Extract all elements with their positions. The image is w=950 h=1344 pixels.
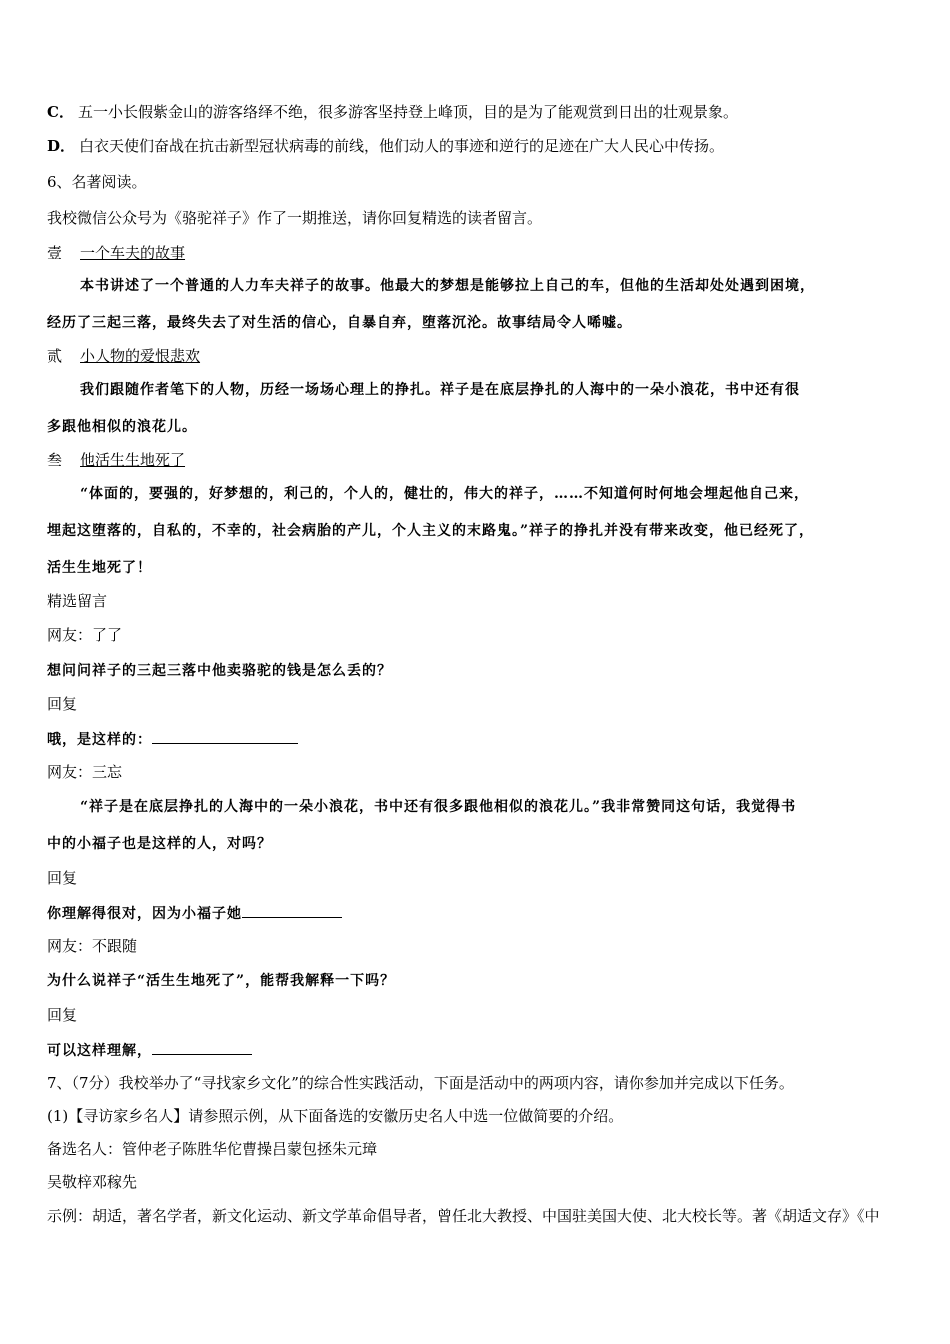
option-d-text: 白衣天使们奋战在抗击新型冠状病毒的前线，他们动人的事迹和逆行的足迹在广大人民心中传扬。: [79, 137, 725, 155]
section-2-para-2: 多跟他相似的浪花儿。: [47, 419, 197, 435]
featured-comments-label: 精选留言: [47, 592, 108, 610]
q7-title: 7、（7分）我校举办了“寻找家乡文化”的综合性实践活动，下面是活动中的两项内容，请你参加并完成以下任务。: [47, 1074, 794, 1092]
comment-2-answer: [47, 903, 342, 924]
section-3-title: 他活生生地死了: [80, 451, 186, 469]
section-2-title: 小人物的爱恨悲欢: [80, 347, 201, 365]
q7-example: 示例：胡适，著名学者，新文化运动、新文学革命倡导者，曾任北大教授、中国驻美国大使、北大校长等。著《胡适文存》《中: [47, 1207, 880, 1225]
comment-1-reply-label: 回复: [47, 695, 78, 713]
comment-3-answer-text: 可以这样理解，: [47, 1043, 152, 1059]
comment-2-question-1: “祥子是在底层挣扎的人海中的一朵小浪花，书中还有很多跟他相似的浪花儿。”我非常赞同这句话，我觉得书: [80, 799, 797, 815]
section-3-para-3: 活生生地死了！: [47, 560, 152, 576]
q7-task-1: (1)【寻访家乡名人】请参照示例，从下面备选的安徽历史名人中选一位做简要的介绍。: [47, 1107, 624, 1125]
option-d: [47, 136, 724, 156]
section-1-heading: [47, 243, 185, 263]
section-3-para-1: “体面的，要强的，好梦想的，利己的，个人的，健壮的，伟大的祥子，……不知道何时何地会埋起他自己来，: [80, 486, 810, 502]
comment-3-question: 为什么说祥子“活生生地死了”，能帮我解释一下吗？: [47, 973, 396, 989]
q7-candidates-2: 吴敬梓邓稼先: [47, 1173, 138, 1191]
comment-1-question: 想问问祥子的三起三落中他卖骆驼的钱是怎么丢的？: [47, 663, 392, 679]
comment-1-answer-text: 哦，是这样的：: [47, 732, 152, 748]
q6-title: 6、名著阅读。: [47, 173, 147, 191]
section-1-num: 壹: [47, 244, 63, 262]
option-d-letter: D．: [47, 137, 76, 155]
comment-3-answer: [47, 1040, 252, 1061]
answer-blank-2[interactable]: [242, 903, 342, 918]
comment-1-user: 网友：了了: [47, 626, 123, 644]
comment-2-answer-text: 你理解得很对，因为小福子她: [47, 906, 242, 922]
q6-intro: 我校微信公众号为《骆驼祥子》作了一期推送，请你回复精选的读者留言。: [47, 209, 543, 227]
section-3-num: 叁: [47, 451, 63, 469]
section-2-para-1: 我们跟随作者笔下的人物，历经一场场心理上的挣扎。祥子是在底层挣扎的人海中的一朵小浪花，书中还有很: [80, 382, 800, 398]
comment-1-answer: [47, 729, 298, 750]
option-c-letter: C．: [47, 103, 74, 121]
comment-2-reply-label: 回复: [47, 869, 78, 887]
comment-3-reply-label: 回复: [47, 1006, 78, 1024]
section-2-heading: [47, 346, 200, 366]
comment-2-user: 网友：三忘: [47, 763, 123, 781]
section-1-para-1: 本书讲述了一个普通的人力车夫祥子的故事。他最大的梦想是能够拉上自己的车，但他的生活却处处遇到困境，: [80, 278, 815, 294]
section-1-title: 一个车夫的故事: [80, 244, 186, 262]
section-3-para-2: 埋起这堕落的，自私的，不幸的，社会病胎的产儿，个人主义的末路鬼。”祥子的挣扎并没有带来改变，他已经死了，: [47, 523, 815, 539]
section-2-num: 贰: [47, 347, 63, 365]
answer-blank-3[interactable]: [152, 1040, 252, 1055]
option-c-text: 五一小长假紫金山的游客络绎不绝，很多游客坚持登上峰顶，目的是为了能观赏到日出的壮观景象。: [77, 103, 738, 121]
comment-2-question-2: 中的小福子也是这样的人，对吗？: [47, 836, 272, 852]
option-c: [47, 102, 738, 122]
section-3-heading: [47, 450, 185, 470]
answer-blank-1[interactable]: [152, 729, 298, 744]
q7-candidates-1: 备选名人：管仲老子陈胜华佗曹操吕蒙包拯朱元璋: [47, 1140, 378, 1158]
comment-3-user: 网友：不跟随: [47, 937, 138, 955]
section-1-para-2: 经历了三起三落，最终失去了对生活的信心，自暴自弃，堕落沉沦。故事结局令人唏嘘。: [47, 315, 632, 331]
